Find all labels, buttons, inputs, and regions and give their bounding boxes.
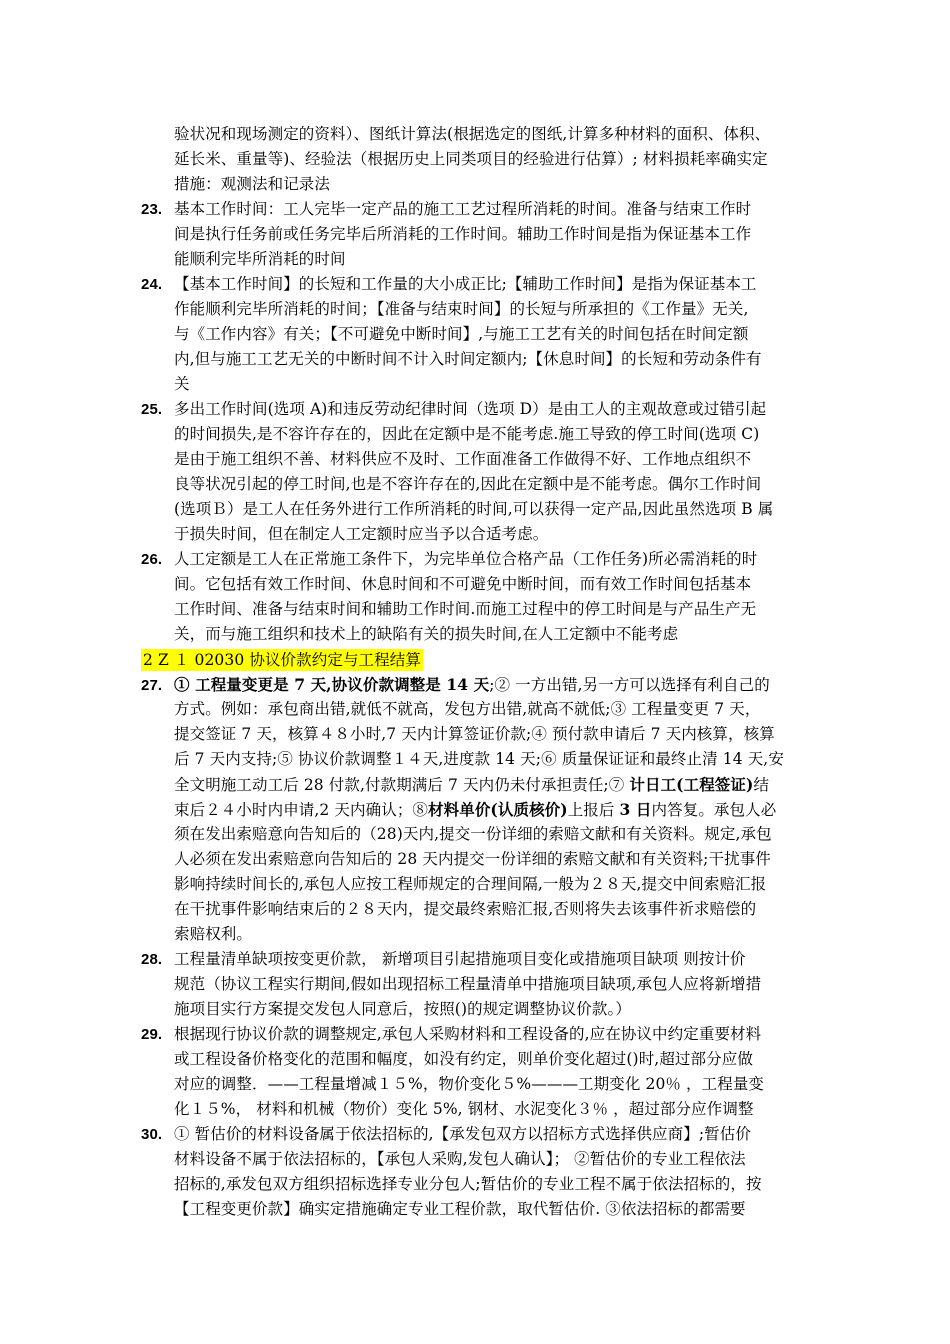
text-line: 须在发出索赔意向告知后的（28)天内,提交一份详细的索赔文献和有关资料。规定,承包 — [174, 825, 772, 843]
item-number: 25. — [141, 401, 163, 418]
text-line: 在干扰事件影响结束后的２８天内，提交最终索赔汇报,否则将失去该事件祈求赔偿的 — [174, 900, 757, 918]
text-line: 能顺利完毕所消耗的时间 — [174, 250, 346, 268]
bold-text: 计日工(工程签证) — [629, 775, 754, 794]
item-number: 24. — [141, 276, 163, 293]
text-line: 规范（协议工程实行期间,假如出现招标工程量清单中措施项目缺项,承包人应将新增措 — [174, 975, 762, 993]
text-run: 内答复。承包人必 — [651, 801, 777, 819]
item-number: 28. — [141, 951, 163, 968]
text-line: 于损失时间，但在制定人工定额时应当予以合适考虑。 — [174, 525, 549, 543]
intro-paragraph — [141, 122, 821, 197]
text-line: 延长米、重量等)、经验法（根据历史上同类项目的经验进行估算）; 材料损耗率确实定 — [174, 150, 768, 168]
text-line: 影响持续时间长的,承包人应按工程师规定的合理间隔,一般为２８天,提交中间索赔汇报 — [174, 875, 767, 893]
text-line: 是由于施工组织不善、材料供应不及时、工作面准备工作做得不好、工作地点组织不 — [174, 450, 752, 468]
text-line: 关 — [174, 375, 190, 393]
text-line: 施项目实行方案提交发包人同意后，按照()的规定调整协议价款。） — [174, 1000, 631, 1018]
list-item-27 — [141, 672, 821, 947]
text-line — [141, 772, 821, 797]
list-item-23 — [141, 197, 821, 272]
text-line: 工程量清单缺项按变更价款， 新增项目引起措施项目变化或措施项目缺项 则按计价 — [174, 950, 746, 968]
text-line: 化１５%， 材料和机械（物价）变化 5%, 钢材、水泥变化３％ ，超过部分应作调整 — [174, 1100, 754, 1118]
document-body — [141, 122, 821, 1222]
text-line: 人工定额是工人在正常施工条件下，为完毕单位合格产品（工作任务)所必需消耗的时 — [174, 550, 758, 568]
text-run: 上报后 — [567, 801, 620, 819]
text-run: 束后２４小时内申请,2 天内确认；⑧ — [174, 801, 429, 819]
text-line: 关，而与施工组织和技术上的缺陷有关的损失时间,在人工定额中不能考虑 — [174, 625, 679, 643]
text-line: 良等状况引起的停工时间,也是不容许存在的,因此在定额中是不能考虑。偶尔工作时间 — [174, 475, 762, 493]
text-run: 全文明施工动工后 28 付款,付款期满后 7 天内仍未付承担责任;⑦ — [174, 776, 630, 794]
item-number: 30. — [141, 1126, 163, 1143]
text-line: 招标的,承发包双方组织招标选择专业分包人;暂估价的专业工程不属于依法招标的，按 — [174, 1175, 762, 1193]
text-line: 后 7 天内支持;⑤ 协议价款调整１４天,进度款 14 天;⑥ 质量保证证和最终止清 14 天,安 — [174, 750, 784, 768]
item-number: 27. — [141, 677, 163, 694]
text-line: 或工程设备价格变化的范围和幅度，如没有约定，则单价变化超过()时,超过部分应做 — [174, 1050, 753, 1068]
text-line: 作能顺利完毕所消耗的时间；【准备与结束时间】的长短与所承担的《工作量》无关, — [174, 300, 749, 318]
text-line — [141, 797, 821, 822]
list-item-26 — [141, 547, 821, 647]
item-number: 26. — [141, 551, 163, 568]
text-line: 对应的调整．——工程量增减１５%，物价变化５%———工期变化 20％ ，工程量变 — [174, 1075, 765, 1093]
text-line: 间。它包括有效工作时间、休息时间和不可避免中断时间，而有效工作时间包括基本 — [174, 575, 752, 593]
text-line: 【工程变更价款】确实定措施确定专业工程价款，取代暂估价. ③依法招标的都需要 — [174, 1200, 746, 1218]
text-line: 基本工作时间：工人完毕一定产品的施工工艺过程所消耗的时间。准备与结束工作时 — [174, 200, 752, 218]
text-line: 验状况和现场测定的资料）、图纸计算法(根据选定的图纸,计算多种材料的面积、体积、 — [174, 125, 771, 143]
list-item-28 — [141, 947, 821, 1022]
section-heading-row — [141, 647, 821, 672]
bold-text: ① 工程量变更是 7 天,协议价款调整是 14 天 — [174, 675, 490, 694]
text-line: 的时间损失,是不容许存在的，因此在定额中是不能考虑.施工导致的停工时间(选项 C) — [174, 425, 760, 443]
section-heading: 2 Z １ 02030 协议价款约定与工程结算 — [143, 651, 421, 669]
text-line: (选项Ｂ）是工人在任务外进行工作所消耗的时间,可以获得一定产品,因此虽然选项 B 属 — [174, 500, 774, 518]
item-number: 29. — [141, 1026, 163, 1043]
item-number: 23. — [141, 201, 163, 218]
text-line: 措施：观测法和记录法 — [174, 175, 331, 193]
list-item-30 — [141, 1122, 821, 1222]
text-line: 与《工作内容》有关；【不可避免中断时间】,与施工工艺有关的时间包括在时间定额 — [174, 325, 749, 343]
text-line: ① 暂估价的材料设备属于依法招标的,【承发包双方以招标方式选择供应商】;暂估价 — [174, 1125, 751, 1143]
text-line: 工作时间、准备与结束时间和辅助工作时间.而施工过程中的停工时间是与产品生产无 — [174, 600, 757, 618]
text-line: 人必须在发出索赔意向告知后的 28 天内提交一份详细的索赔文献和有关资料;干扰事件 — [174, 850, 771, 868]
text-line: 间是执行任务前或任务完毕后所消耗的工作时间。辅助工作时间是指为保证基本工作 — [174, 225, 752, 243]
text-line: 多出工作时间(选项 A)和违反劳动纪律时间（选项 D）是由工人的主观故意或过错引起 — [174, 400, 767, 418]
text-line: 索赔权利。 — [174, 925, 253, 943]
text-line: 内,但与施工工艺无关的中断时间不计入时间定额内;【休息时间】的长短和劳动条件有 — [174, 350, 762, 368]
bold-text: 材料单价(认质核价) — [428, 800, 568, 819]
text-line: 提交签证 7 天，核算４８小时,7 天内计算签证价款;④ 预付款申请后 7 天内核算，核算 — [174, 725, 775, 743]
text-run: 结 — [753, 776, 770, 794]
text-line: 材料设备不属于依法招标的，【承包人采购,发包人确认】； ②暂估价的专业工程依法 — [174, 1150, 746, 1168]
list-item-24 — [141, 272, 821, 397]
text-run: ;② 一方出错,另一方可以选择有利自己的 — [489, 676, 770, 694]
text-line: 根据现行协议价款的调整规定,承包人采购材料和工程设备的,应在协议中约定重要材料 — [174, 1025, 762, 1043]
list-item-25 — [141, 397, 821, 547]
bold-text: 3 日 — [619, 800, 652, 819]
list-item-29 — [141, 1022, 821, 1122]
text-line: 方式。例如：承包商出错,就低不就高，发包方出错,就高不就低;③ 工程量变更 7 天， — [174, 700, 761, 718]
text-line: 【基本工作时间】的长短和工作量的大小成正比;【辅助工作时间】是指为保证基本工 — [174, 275, 757, 293]
